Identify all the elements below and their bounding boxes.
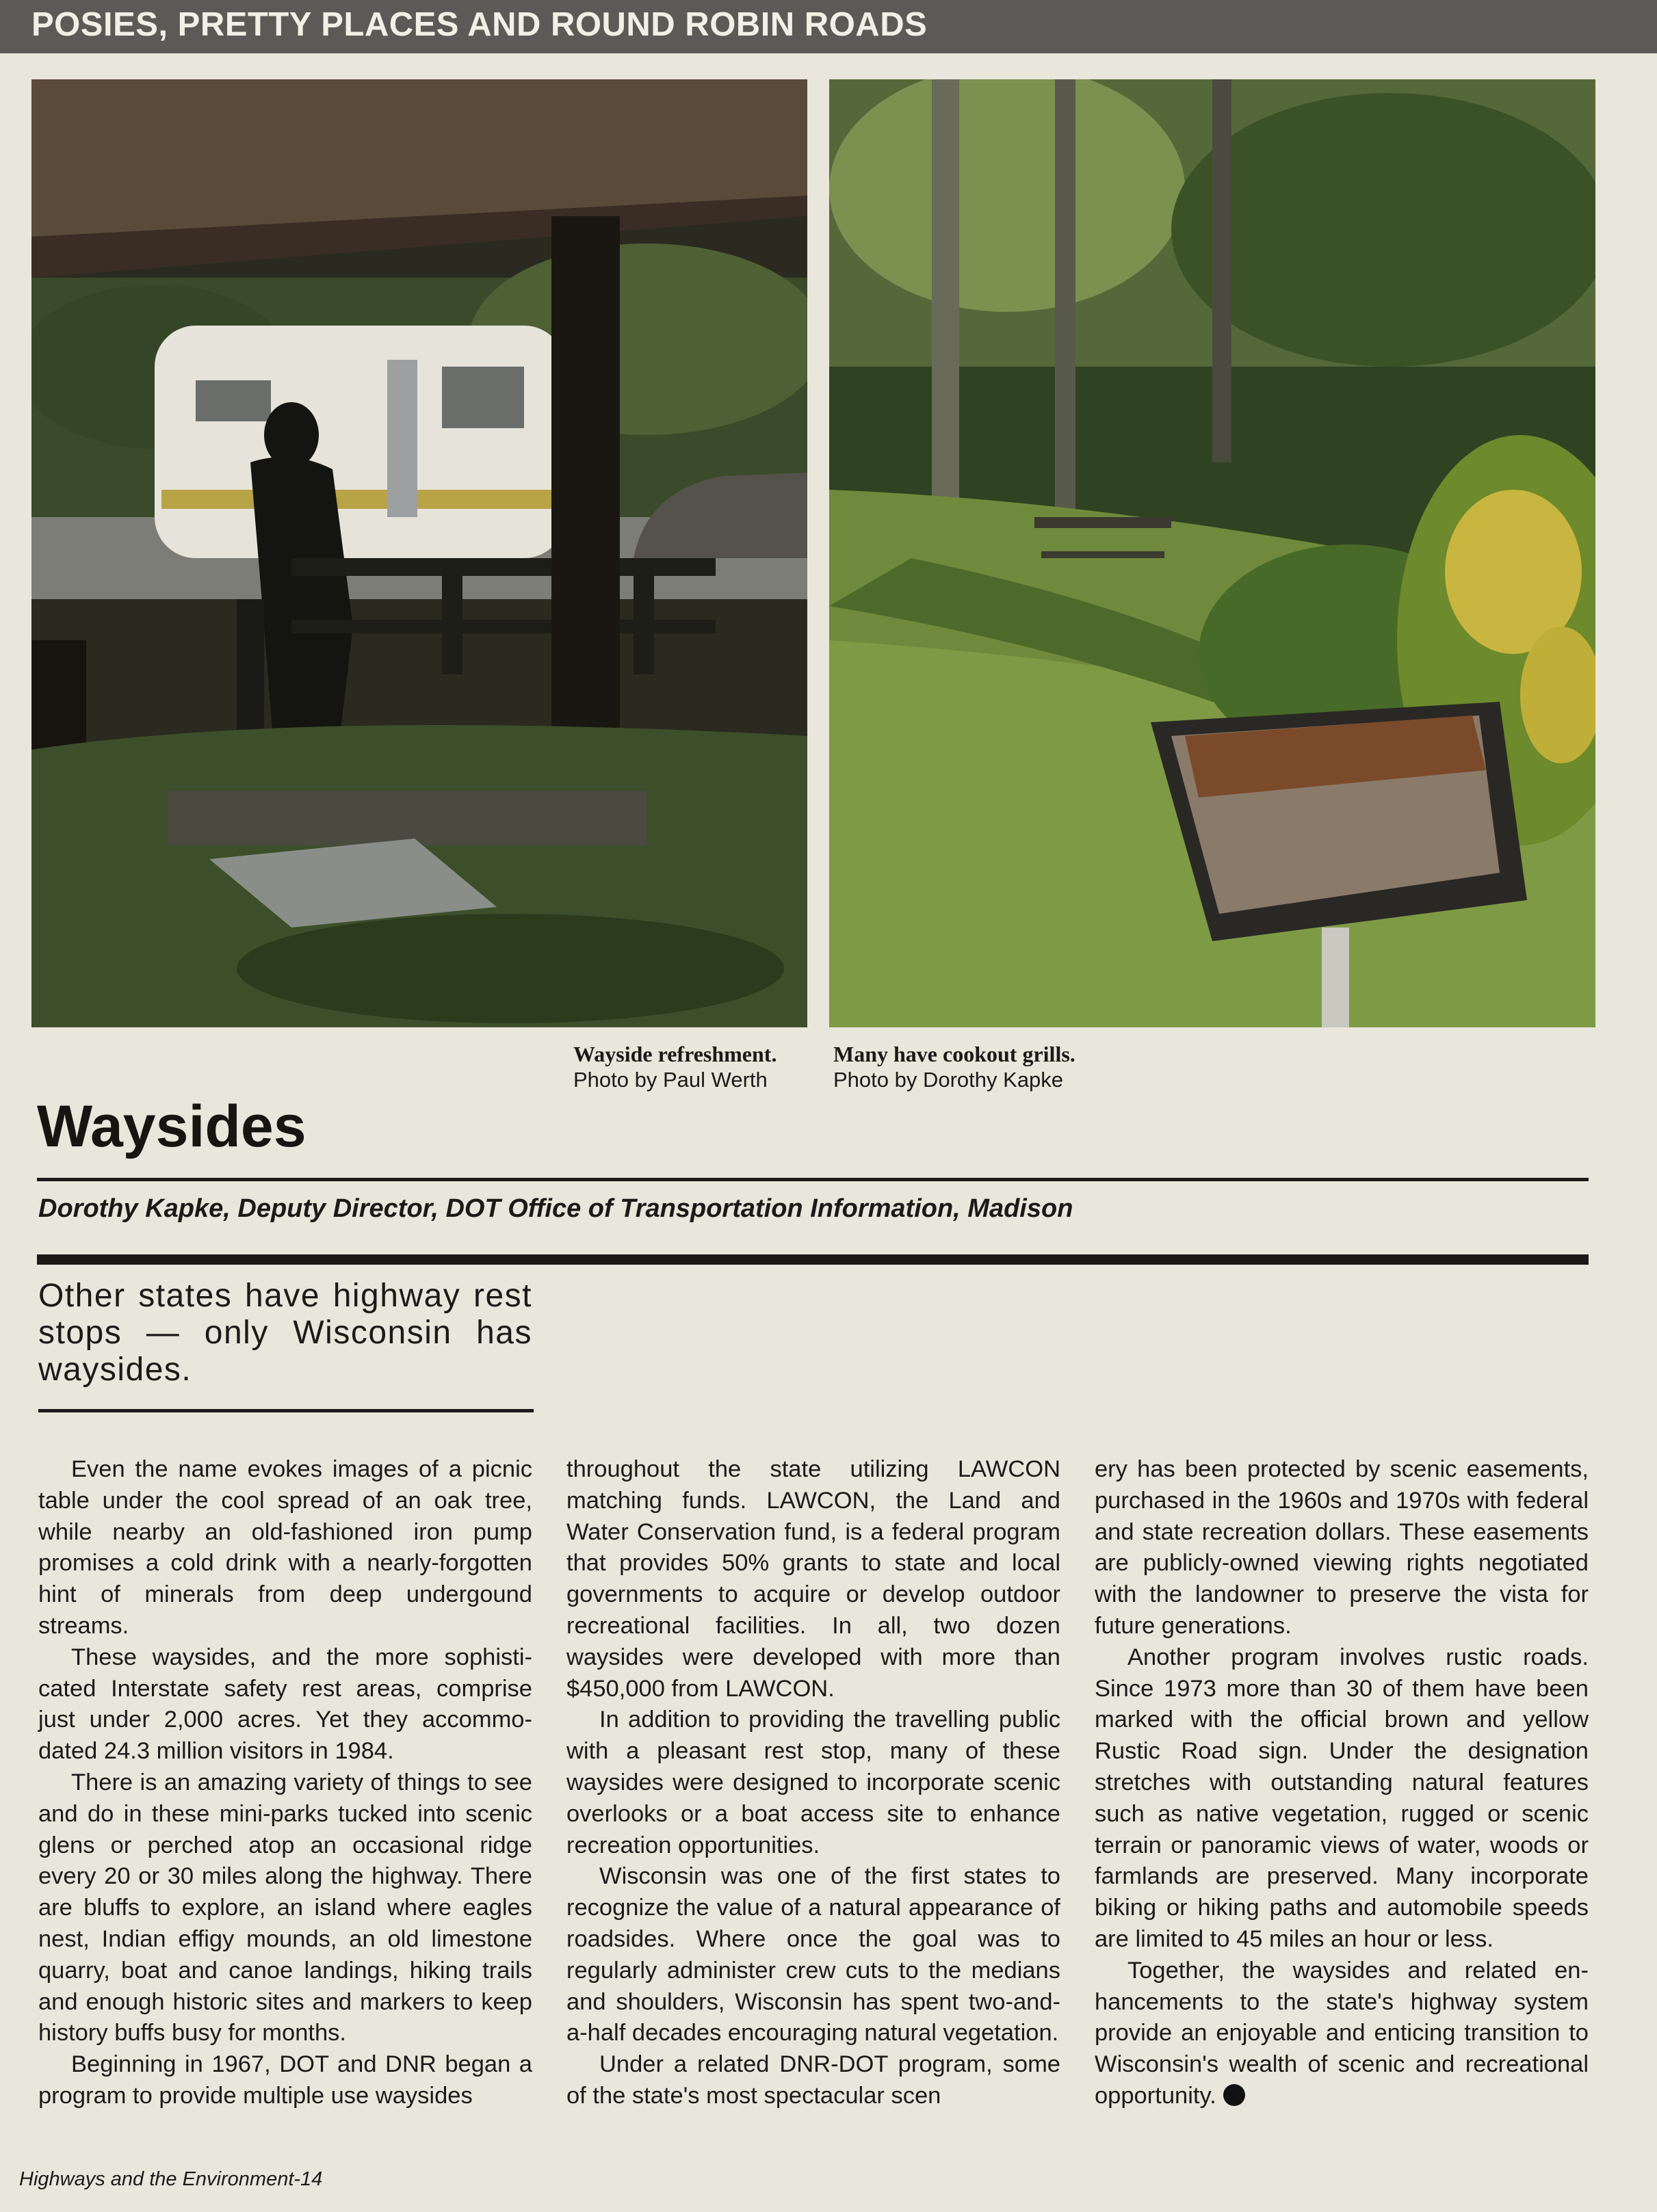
paragraph: In addition to providing the travelling public with a pleasant rest stop, many of these waysides were designed to incorporate scenic overlooks or a boat access site to enhance recreation opportunities. <box>566 1707 1060 1858</box>
divider-rule <box>37 1178 1589 1181</box>
paragraph-text: Together, the waysides and related enhancements to the state's highway system provide an enjoyable and enticing transition to Wisconsin's wealth of scenic and recreational opportunity. <box>1095 1957 1589 2109</box>
caption-title: Wayside refreshment. <box>573 1042 777 1066</box>
body-column-3 <box>1095 1454 1589 2112</box>
paragraph: These waysides, and the more sophisticated Interstate safety rest areas, comprise just under 2,000 acres. Yet they accommodated 24.3 million visitors in 1984. <box>38 1644 532 1765</box>
paragraph: Wisconsin was one of the first states to recognize the value of a natural appearance of roadsides. Where once the goal was to regularly administer crew cuts to the medians and shoulders, Wisconsin has spent two-and-a-half decades encouraging natural vegetation. <box>566 1863 1060 2046</box>
photo-wayside-pump <box>31 79 807 1027</box>
paragraph: Beginning in 1967, DOT and DNR began a program to provide multiple use waysides <box>38 2051 532 2109</box>
paragraph: Another program involves rustic roads. Since 1973 more than 30 of them have been marked with the official brown and yellow Rustic Road sign. Under the designation stretches with outstanding natural features such as native vegetation, rugged or scenic terrain or panoramic views of water, woods or farmlands are preserved. Many incorporate biking or hiking paths and automobile speeds are limited to 45 miles an hour or less. <box>1095 1644 1589 1952</box>
caption-credit: Photo by Dorothy Kapke <box>833 1068 1064 1092</box>
article-intro: Other states have highway rest stops — only Wisconsin has waysides. <box>38 1278 532 1388</box>
divider-rule-thick <box>37 1254 1589 1265</box>
paragraph: There is an amazing variety of things to see and do in these mini-parks tucked into scenic glens or perched atop an occasional ridge every 20 or 30 miles along the highway. There are bluffs to explore, an island where eagles nest, Indian effigy mounds, an old limestone quarry, boat and canoe landings, hiking trails and enough historic sites and markers to keep history buffs busy for months. <box>38 1769 532 2046</box>
section-header-bar <box>0 0 1657 53</box>
photo-caption-left <box>573 1041 777 1093</box>
photo-cookout-grill <box>829 79 1595 1027</box>
paragraph: throughout the state utilizing LAWCON matching funds. LAWCON, the Land and Water Conservation fund, is a federal program that provides 50% grants to state and local governments to acquire or develop outdoor recreational facilities. In all, two dozen waysides were developed with more than $450,000 from LAWCON. <box>566 1456 1060 1702</box>
paragraph: Under a related DNR-DOT program, some of the state's most spectacular scen <box>566 2051 1060 2109</box>
caption-title: Many have cookout grills. <box>833 1042 1075 1066</box>
section-header-title: POSIES, PRETTY PLACES AND ROUND ROBIN ROADS <box>31 6 928 43</box>
caption-credit: Photo by Paul Werth <box>573 1068 768 1092</box>
end-mark-icon <box>1223 2084 1245 2106</box>
article-byline: Dorothy Kapke, Deputy Director, DOT Office of Transportation Information, Madison <box>38 1194 1073 1223</box>
article-title: Waysides <box>37 1094 306 1159</box>
body-column-2 <box>566 1454 1060 2112</box>
paragraph: Even the name evokes images of a picnic table under the cool spread of an oak tree, while nearby an old-fashioned iron pump promises a cold drink with a nearly-forgotten hint of minerals from deep undergound streams. <box>38 1456 532 1639</box>
photo-caption-right <box>833 1041 1075 1093</box>
page-footer: Highways and the Environment-14 <box>19 2168 323 2190</box>
paragraph: ery has been protected by scenic easements, purchased in the 1960s and 1970s with federal and state recreation dollars. These easements are publicly-owned viewing rights negotiated with the landowner to preserve the vista for future generations. <box>1095 1456 1589 1639</box>
intro-divider <box>38 1409 534 1412</box>
body-column-1 <box>38 1454 532 2112</box>
paragraph-final <box>1095 1956 1589 2112</box>
